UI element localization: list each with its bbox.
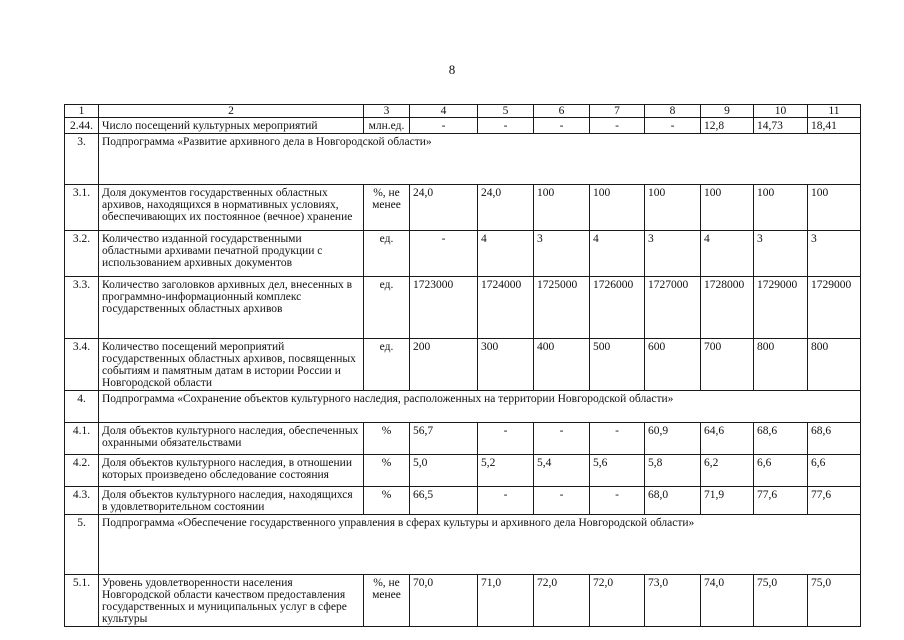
value-cell: 71,9 bbox=[701, 487, 754, 515]
value-cell: 600 bbox=[645, 339, 701, 391]
table-body bbox=[65, 105, 861, 627]
value-cell: 68,6 bbox=[808, 423, 861, 455]
subprogram-title-cell: Подпрограмма «Развитие архивного дела в Новгородской области» bbox=[99, 134, 861, 185]
subprogram-row bbox=[65, 391, 861, 423]
value-cell: 60,9 bbox=[645, 423, 701, 455]
value-cell: 77,6 bbox=[808, 487, 861, 515]
value-cell: 100 bbox=[645, 185, 701, 231]
unit-cell: млн.ед. bbox=[364, 118, 410, 134]
indicator-name-cell: Доля объектов культурного наследия, в отношении которых произведено обследование состояния bbox=[99, 455, 364, 487]
row-number-cell: 3.3. bbox=[65, 277, 99, 339]
value-cell: 400 bbox=[534, 339, 590, 391]
value-cell: 75,0 bbox=[808, 575, 861, 627]
value-cell: 5,2 bbox=[478, 455, 534, 487]
value-cell: 3 bbox=[645, 231, 701, 277]
column-number-cell: 2 bbox=[99, 105, 364, 118]
value-cell: 70,0 bbox=[410, 575, 478, 627]
row-number-cell: 3.1. bbox=[65, 185, 99, 231]
value-cell: 56,7 bbox=[410, 423, 478, 455]
indicator-name-cell: Уровень удовлетворенности населения Новгородской области качеством предоставления государственных и муниципальных услуг в сфере культуры bbox=[99, 575, 364, 627]
indicator-name-cell: Доля объектов культурного наследия, обеспеченных охранными обязательствами bbox=[99, 423, 364, 455]
indicator-row bbox=[65, 487, 861, 515]
value-cell: 1729000 bbox=[754, 277, 808, 339]
column-number-cell: 1 bbox=[65, 105, 99, 118]
value-cell: 1726000 bbox=[590, 277, 645, 339]
value-cell: 14,73 bbox=[754, 118, 808, 134]
value-cell: - bbox=[590, 118, 645, 134]
unit-cell: % bbox=[364, 455, 410, 487]
row-number-cell: 2.44. bbox=[65, 118, 99, 134]
value-cell: 64,6 bbox=[701, 423, 754, 455]
value-cell: 68,0 bbox=[645, 487, 701, 515]
row-number-cell: 4.2. bbox=[65, 455, 99, 487]
value-cell: - bbox=[590, 487, 645, 515]
indicator-name-cell: Количество изданной государственными областными архивами печатной продукции с использованием архивных документов bbox=[99, 231, 364, 277]
subprogram-row bbox=[65, 515, 861, 575]
indicator-row bbox=[65, 575, 861, 627]
row-number-cell: 5.1. bbox=[65, 575, 99, 627]
value-cell: 3 bbox=[754, 231, 808, 277]
value-cell: 24,0 bbox=[410, 185, 478, 231]
value-cell: - bbox=[645, 118, 701, 134]
value-cell: 77,6 bbox=[754, 487, 808, 515]
value-cell: 71,0 bbox=[478, 575, 534, 627]
indicator-row bbox=[65, 455, 861, 487]
value-cell: 66,5 bbox=[410, 487, 478, 515]
value-cell: 74,0 bbox=[701, 575, 754, 627]
unit-cell: ед. bbox=[364, 231, 410, 277]
row-number-cell: 3.2. bbox=[65, 231, 99, 277]
value-cell: 5,6 bbox=[590, 455, 645, 487]
value-cell: 5,8 bbox=[645, 455, 701, 487]
value-cell: - bbox=[534, 423, 590, 455]
unit-cell: %, не менее bbox=[364, 575, 410, 627]
value-cell: 3 bbox=[534, 231, 590, 277]
value-cell: 5,4 bbox=[534, 455, 590, 487]
value-cell: - bbox=[410, 118, 478, 134]
column-number-header-row bbox=[65, 105, 861, 118]
value-cell: 5,0 bbox=[410, 455, 478, 487]
value-cell: - bbox=[410, 231, 478, 277]
column-number-cell: 3 bbox=[364, 105, 410, 118]
unit-cell: % bbox=[364, 423, 410, 455]
value-cell: 1727000 bbox=[645, 277, 701, 339]
value-cell: 700 bbox=[701, 339, 754, 391]
value-cell: 75,0 bbox=[754, 575, 808, 627]
row-number-cell: 4.3. bbox=[65, 487, 99, 515]
value-cell: 4 bbox=[590, 231, 645, 277]
value-cell: 100 bbox=[534, 185, 590, 231]
value-cell: 100 bbox=[701, 185, 754, 231]
subprogram-title-cell: Подпрограмма «Сохранение объектов культурного наследия, расположенных на территории Новгородской области» bbox=[99, 391, 861, 423]
value-cell: - bbox=[534, 487, 590, 515]
column-number-cell: 6 bbox=[534, 105, 590, 118]
value-cell: 1724000 bbox=[478, 277, 534, 339]
unit-cell: %, не менее bbox=[364, 185, 410, 231]
indicators-table bbox=[64, 104, 861, 627]
indicator-row bbox=[65, 423, 861, 455]
value-cell: 1725000 bbox=[534, 277, 590, 339]
value-cell: - bbox=[478, 487, 534, 515]
value-cell: 73,0 bbox=[645, 575, 701, 627]
value-cell: 4 bbox=[701, 231, 754, 277]
row-number-cell: 4.1. bbox=[65, 423, 99, 455]
value-cell: 200 bbox=[410, 339, 478, 391]
column-number-cell: 4 bbox=[410, 105, 478, 118]
value-cell: - bbox=[534, 118, 590, 134]
value-cell: - bbox=[590, 423, 645, 455]
value-cell: 6,2 bbox=[701, 455, 754, 487]
value-cell: 3 bbox=[808, 231, 861, 277]
column-number-cell: 11 bbox=[808, 105, 861, 118]
row-number-cell: 3.4. bbox=[65, 339, 99, 391]
row-number-cell: 5. bbox=[65, 515, 99, 575]
unit-cell: ед. bbox=[364, 277, 410, 339]
value-cell: 100 bbox=[808, 185, 861, 231]
column-number-cell: 7 bbox=[590, 105, 645, 118]
indicator-name-cell: Доля документов государственных областных архивов, находящихся в нормативных условиях, обеспечивающих их постоянное (вечное) хранение bbox=[99, 185, 364, 231]
value-cell: 300 bbox=[478, 339, 534, 391]
indicator-row bbox=[65, 277, 861, 339]
value-cell: 72,0 bbox=[534, 575, 590, 627]
subprogram-title-cell: Подпрограмма «Обеспечение государственного управления в сферах культуры и архивного дела Новгородской области» bbox=[99, 515, 861, 575]
subprogram-row bbox=[65, 134, 861, 185]
value-cell: 6,6 bbox=[808, 455, 861, 487]
unit-cell: % bbox=[364, 487, 410, 515]
value-cell: 4 bbox=[478, 231, 534, 277]
value-cell: 800 bbox=[808, 339, 861, 391]
value-cell: 100 bbox=[590, 185, 645, 231]
column-number-cell: 8 bbox=[645, 105, 701, 118]
value-cell: 18,41 bbox=[808, 118, 861, 134]
value-cell: 100 bbox=[754, 185, 808, 231]
value-cell: 500 bbox=[590, 339, 645, 391]
value-cell: 12,8 bbox=[701, 118, 754, 134]
indicator-name-cell: Количество заголовков архивных дел, внесенных в программно-информационный комплекс государственных областных архивов bbox=[99, 277, 364, 339]
value-cell: 1729000 bbox=[808, 277, 861, 339]
column-number-cell: 10 bbox=[754, 105, 808, 118]
value-cell: 800 bbox=[754, 339, 808, 391]
value-cell: 72,0 bbox=[590, 575, 645, 627]
value-cell: - bbox=[478, 423, 534, 455]
column-number-cell: 9 bbox=[701, 105, 754, 118]
unit-cell: ед. bbox=[364, 339, 410, 391]
value-cell: 6,6 bbox=[754, 455, 808, 487]
indicator-name-cell: Доля объектов культурного наследия, находящихся в удовлетворительном состоянии bbox=[99, 487, 364, 515]
row-number-cell: 3. bbox=[65, 134, 99, 185]
value-cell: 1728000 bbox=[701, 277, 754, 339]
indicator-row bbox=[65, 339, 861, 391]
indicator-name-cell: Количество посещений мероприятий государственных областных архивов, посвященных событиям и памятным датам в истории России и Новгородской области bbox=[99, 339, 364, 391]
indicator-row bbox=[65, 118, 861, 134]
indicator-row bbox=[65, 231, 861, 277]
value-cell: 68,6 bbox=[754, 423, 808, 455]
value-cell: 24,0 bbox=[478, 185, 534, 231]
indicator-row bbox=[65, 185, 861, 231]
value-cell: 1723000 bbox=[410, 277, 478, 339]
indicator-name-cell: Число посещений культурных мероприятий bbox=[99, 118, 364, 134]
page-number: 8 bbox=[448, 62, 456, 77]
row-number-cell: 4. bbox=[65, 391, 99, 423]
value-cell: - bbox=[478, 118, 534, 134]
column-number-cell: 5 bbox=[478, 105, 534, 118]
